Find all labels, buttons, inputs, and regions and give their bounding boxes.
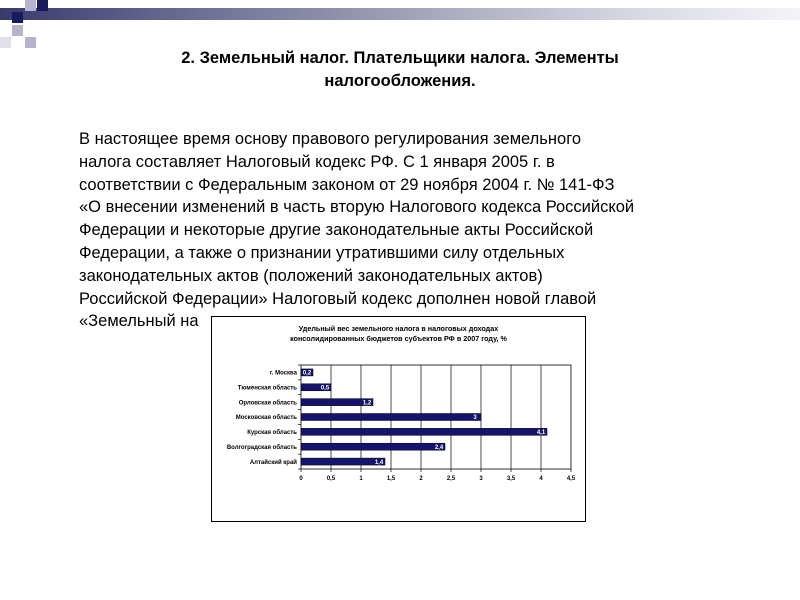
body-line-5: Федерации и некоторые другие законодательные акты Российской [79, 221, 594, 240]
value-label: 1,4 [374, 459, 384, 466]
x-tick-label: 2,5 [446, 476, 456, 482]
x-tick-label: 4 [539, 476, 543, 482]
body-line-1: В настоящее время основу правового регулирования земельного [79, 130, 582, 148]
category-label: Алтайский край [249, 459, 297, 466]
x-tick-label: 0 [299, 476, 303, 482]
decor-square-3 [37, 0, 48, 11]
header-gradient-band [0, 8, 800, 20]
slide-title [120, 47, 680, 93]
body-line-4: «О внесении изменений в часть вторую Налогового кодекса Российской [79, 198, 635, 217]
bar [301, 414, 481, 421]
x-tick-label: 2 [419, 476, 423, 482]
decor-square-4 [12, 25, 23, 36]
value-label: 1,2 [362, 400, 372, 407]
body-line-2: налога составляет Налоговый кодекс РФ. С 1 января 2005 г. в [79, 152, 555, 171]
body-line-6: Федерации, а также о признании утратившими силу отдельных [79, 243, 565, 262]
chart-title-line-1: Удельный вес земельного налога в налоговых доходах [298, 324, 499, 333]
chart-title-line-2: консолидированных бюджетов субъектов РФ в 2007 году, % [290, 333, 507, 343]
body-line-7: законодательных актов (положений законодательных актов) [79, 266, 543, 285]
category-label: Тюменская область [237, 385, 297, 392]
value-label: 0,5 [320, 385, 330, 392]
x-tick-label: 0,5 [326, 476, 336, 482]
slide-title-line-1: 2. Земельный налог. Плательщики налога. Элементы [181, 49, 619, 67]
slide-body-text [79, 128, 769, 333]
chart-panel [211, 316, 586, 522]
category-label: Курская область [247, 430, 297, 437]
x-tick-label: 3 [479, 476, 483, 482]
bar [301, 443, 445, 450]
decor-square-6 [0, 37, 11, 48]
category-label: Волгоградская область [226, 444, 297, 451]
bar [301, 428, 547, 435]
category-label: г. Москва [269, 370, 297, 377]
value-label: 0,2 [302, 370, 312, 377]
x-tick-label: 3,5 [506, 476, 516, 482]
body-line-3: соответствии с Федеральным законом от 29 ноября 2004 г. № 141-ФЗ [79, 175, 615, 194]
decor-square-1 [12, 12, 23, 23]
decor-square-2 [25, 0, 36, 11]
category-label: Московская область [235, 415, 297, 422]
slide-title-line-2: налогообложения. [324, 72, 476, 90]
x-tick-label: 4,5 [566, 476, 576, 482]
value-label: 2,4 [434, 444, 444, 451]
x-tick-label: 1,5 [386, 476, 396, 482]
value-label: 3 [473, 415, 477, 422]
category-label: Орловская область [238, 400, 297, 407]
value-label: 4,1 [536, 430, 546, 437]
bar-chart [212, 317, 585, 521]
decor-square-5 [25, 37, 36, 48]
bar [301, 458, 385, 465]
body-line-8: Российской Федерации» Налоговый кодекс дополнен новой главой [79, 289, 597, 308]
body-line-9: «Земельный на [79, 312, 199, 331]
x-tick-label: 1 [359, 476, 363, 482]
